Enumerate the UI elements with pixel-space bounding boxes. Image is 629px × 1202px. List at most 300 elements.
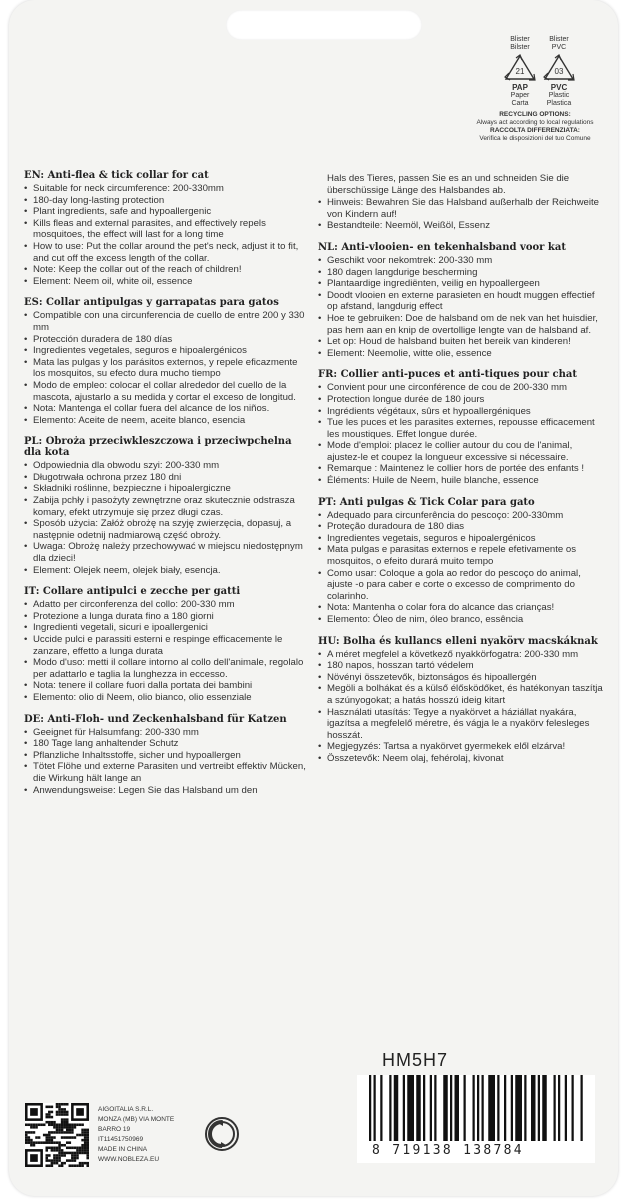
- barcode-bar: [394, 1075, 399, 1141]
- qr-module: [53, 1123, 56, 1126]
- qr-module: [76, 1149, 79, 1152]
- qr-module: [56, 1159, 59, 1162]
- qr-module: [35, 1136, 38, 1139]
- list-item: • Kills fleas and external parasites, and effectively repels mosquitoes, the effect will last for a long time: [24, 218, 312, 241]
- qr-module: [61, 1131, 64, 1134]
- model-code: HM5H7: [382, 1050, 449, 1070]
- qr-module: [56, 1141, 59, 1144]
- qr-module: [63, 1103, 66, 1106]
- list-item: • Használati utasítás: Tegye a nyakörvet a háziállat nyakára, igazítsa a megfelelő méretre, és vágja le a nyakörv felesleges hosszát.: [318, 707, 606, 742]
- qr-module: [79, 1149, 82, 1152]
- qr-module: [45, 1141, 48, 1144]
- qr-module: [48, 1123, 51, 1126]
- qr-module: [53, 1147, 56, 1150]
- qr-module: [86, 1162, 89, 1165]
- list-item: • Plantaardige ingrediënten, veilig en hypoallergeen: [318, 278, 606, 290]
- list-item: • Nota: Mantenha o colar fora do alcance das crianças!: [318, 602, 606, 614]
- qr-module: [86, 1139, 89, 1142]
- qr-module: [25, 1131, 28, 1134]
- list-item: • Mode d'emploi: placez le collier autour du cou de l'animal, ajustez-le et coupez la longueur excessive si nécessaire.: [318, 440, 606, 463]
- qr-module: [28, 1139, 31, 1142]
- list-item: • Compatible con una circunferencia de cuello de entre 200 y 330 mm: [24, 310, 312, 333]
- list-item: • Ingredienti vegetali, sicuri e ipoallergenici: [24, 622, 312, 634]
- list-item: • Éléments: Huile de Neem, huile blanche, essence: [318, 475, 606, 487]
- hang-hole: [226, 10, 422, 40]
- recycling-options-line1: Always act according to local regulations: [476, 119, 594, 126]
- qr-module: [58, 1154, 61, 1157]
- barcode-bar: [423, 1075, 425, 1141]
- qr-module: [33, 1126, 36, 1129]
- list-item: • Protección duradera de 180 días: [24, 334, 312, 346]
- barcode-bar: [380, 1075, 382, 1141]
- list-item: • Pflanzliche Inhaltsstoffe, sicher und hypoallergen: [24, 750, 312, 762]
- qr-module: [51, 1121, 54, 1124]
- qr-module: [30, 1126, 33, 1129]
- qr-module: [69, 1164, 72, 1167]
- qr-module: [38, 1141, 41, 1144]
- barcode-bar: [524, 1075, 526, 1141]
- qr-module: [71, 1126, 74, 1129]
- qr-module: [61, 1123, 64, 1126]
- section-title: HU: Bolha és kullancs elleni nyakörv macskáknak: [318, 635, 598, 647]
- qr-module: [63, 1126, 66, 1129]
- qr-module: [86, 1154, 89, 1157]
- qr-module: [45, 1121, 48, 1124]
- qr-module: [48, 1136, 51, 1139]
- section-it: [24, 586, 312, 703]
- list-item: • Bestandteile: Neemöl, Weißöl, Essenz: [318, 220, 606, 232]
- section-nl: [318, 242, 606, 359]
- list-item: • Let op: Houd de halsband buiten het bereik van kinderen!: [318, 336, 606, 348]
- list-item: • Elemento: olio di Neem, olio bianco, olio essenziale: [24, 692, 312, 704]
- recycle-paper-sub1: Paper: [510, 92, 530, 99]
- qr-module: [69, 1141, 72, 1144]
- qr-module: [58, 1126, 61, 1129]
- barcode-bar: [416, 1075, 421, 1141]
- list-item: • Mata las pulgas y los parásitos externos, y repele eficazmente los mosquitos, su efecto dura mucho tiempo: [24, 357, 312, 380]
- recycling-options: [455, 111, 615, 143]
- qr-module: [81, 1149, 84, 1152]
- list-item: • Note: Keep the collar out of the reach of children!: [24, 264, 312, 276]
- barcode-bar: [443, 1075, 448, 1141]
- qr-module: [66, 1118, 69, 1121]
- qr-module: [86, 1136, 89, 1139]
- qr-module: [63, 1152, 66, 1155]
- list-item: • 180 dagen langdurige bescherming: [318, 267, 606, 279]
- qr-module: [63, 1154, 66, 1157]
- qr-module: [48, 1159, 51, 1162]
- qr-module: [71, 1136, 74, 1139]
- qr-module: [86, 1141, 89, 1144]
- qr-module: [43, 1134, 46, 1137]
- qr-module: [76, 1157, 79, 1160]
- section-pl: [24, 436, 312, 576]
- qr-module: [28, 1141, 31, 1144]
- recycle-pvc-sub1: Plastic: [548, 92, 570, 99]
- qr-module: [45, 1154, 48, 1157]
- qr-module: [74, 1136, 77, 1139]
- qr-module: [71, 1131, 74, 1134]
- qr-module: [81, 1152, 84, 1155]
- barcode-bar: [407, 1075, 414, 1141]
- section-title: EN: Anti-flea & tick collar for cat: [24, 170, 209, 181]
- qr-module: [63, 1118, 66, 1121]
- qr-module: [71, 1152, 74, 1155]
- qr-module: [30, 1144, 33, 1147]
- qr-module: [61, 1162, 64, 1165]
- qr-module: [61, 1136, 64, 1139]
- qr-module: [51, 1106, 54, 1109]
- qr-module: [86, 1147, 89, 1150]
- qr-module: [56, 1131, 59, 1134]
- barcode-bar: [473, 1075, 475, 1141]
- qr-module: [74, 1126, 77, 1129]
- qr-module: [58, 1129, 61, 1132]
- qr-module: [58, 1111, 61, 1114]
- company-name: AIGOITALIA S.R.L.: [98, 1106, 154, 1113]
- qr-module: [74, 1157, 77, 1160]
- qr-module: [61, 1108, 64, 1111]
- qr-module: [56, 1154, 59, 1157]
- qr-module: [48, 1154, 51, 1157]
- recycle-pvc-line1: Blister: [549, 36, 569, 43]
- company-address-line1: MONZA (MB) VIA MONTE: [98, 1116, 175, 1123]
- qr-module: [30, 1141, 33, 1144]
- qr-module: [76, 1123, 79, 1126]
- list-item: • Ingredientes vegetais, seguros e hipoalergénicos: [318, 533, 606, 545]
- list-item: • Geschikt voor nekomtrek: 200-330 mm: [318, 255, 606, 267]
- list-item: • Suitable for neck circumference: 200-330mm: [24, 183, 312, 195]
- barcode-bar: [511, 1075, 513, 1141]
- qr-module: [66, 1121, 69, 1124]
- section-hu: [318, 636, 606, 765]
- qr-module: [58, 1123, 61, 1126]
- qr-module: [81, 1139, 84, 1142]
- qr-module: [76, 1152, 79, 1155]
- qr-module: [69, 1147, 72, 1150]
- list-item: • Növényi összetevők, biztonságos és hipoallergén: [318, 672, 606, 684]
- list-item: • Proteção duradoura de 180 dias: [318, 521, 606, 533]
- recycle-paper-line2: Bilster: [510, 44, 530, 51]
- qr-module: [30, 1139, 33, 1142]
- list-item: • How to use: Put the collar around the pet's neck, adjust it to fit, and cut off the excess length of the collar.: [24, 241, 312, 264]
- qr-module: [71, 1164, 74, 1167]
- barcode-bar: [558, 1075, 560, 1141]
- qr-module: [79, 1123, 82, 1126]
- barcode-bar: [581, 1075, 583, 1141]
- list-item: • Plant ingredients, safe and hypoallergenic: [24, 206, 312, 218]
- qr-module: [86, 1134, 89, 1137]
- list-item: • Anwendungsweise: Legen Sie das Halsband um den: [24, 785, 312, 797]
- list-item: • Uwaga: Obrożę należy przechowywać w miejscu niedostępnym dla dzieci!: [24, 541, 312, 564]
- right-column: [318, 173, 606, 775]
- company-info: [98, 1105, 174, 1165]
- qr-module: [63, 1144, 66, 1147]
- list-item: • Mata pulgas e parasitas externos e repele efetivamente os mosquitos, o efeito durará muito tempo: [318, 544, 606, 567]
- qr-module: [58, 1152, 61, 1155]
- qr-module: [71, 1159, 74, 1162]
- qr-module: [45, 1113, 48, 1116]
- qr-module: [38, 1136, 41, 1139]
- qr-module: [63, 1111, 66, 1114]
- qr-module: [43, 1123, 46, 1126]
- qr-module: [45, 1159, 48, 1162]
- qr-module: [58, 1159, 61, 1162]
- qr-module: [45, 1136, 48, 1139]
- list-item: • Nota: tenere il collare fuori dalla portata dei bambini: [24, 680, 312, 692]
- qr-module: [28, 1136, 31, 1139]
- qr-module: [58, 1103, 61, 1106]
- qr-module: [86, 1157, 89, 1160]
- qr-module: [84, 1134, 87, 1137]
- section-title: ES: Collar antipulgas y garrapatas para gatos: [24, 297, 279, 309]
- list-item: • Geeignet für Halsumfang: 200-330 mm: [24, 727, 312, 739]
- qr-module: [45, 1116, 48, 1119]
- list-item: • Element: Neemolie, witte olie, essence: [318, 348, 606, 360]
- qr-module: [66, 1152, 69, 1155]
- qr-module: [28, 1123, 31, 1126]
- qr-module: [71, 1123, 74, 1126]
- list-item: • Tue les puces et les parasites externes, repousse efficacement les moustiques. Effet longue durée.: [318, 417, 606, 440]
- barcode-bar: [403, 1075, 405, 1141]
- barcode-bar: [572, 1075, 574, 1141]
- qr-module: [63, 1131, 66, 1134]
- qr-module: [69, 1159, 72, 1162]
- qr-module: [35, 1141, 38, 1144]
- barcode-bar: [565, 1075, 567, 1141]
- qr-module: [45, 1106, 48, 1109]
- qr-module: [56, 1123, 59, 1126]
- qr-module: [69, 1129, 72, 1132]
- qr-module: [51, 1111, 54, 1114]
- section-title: NL: Anti-vlooien- en tekenhalsband voor kat: [318, 241, 566, 253]
- qr-module: [71, 1147, 74, 1150]
- qr-module: [58, 1144, 61, 1147]
- qr-module: [51, 1116, 54, 1119]
- barcode-bars: [357, 1075, 595, 1141]
- qr-module: [71, 1154, 74, 1157]
- qr-module: [66, 1141, 69, 1144]
- qr-module: [69, 1136, 72, 1139]
- barcode-bar: [497, 1075, 499, 1141]
- qr-module: [69, 1123, 72, 1126]
- qr-module: [56, 1106, 59, 1109]
- qr-module: [25, 1134, 28, 1137]
- qr-module: [74, 1147, 77, 1150]
- recycle-triangle-icon: [542, 54, 576, 82]
- qr-module: [51, 1159, 54, 1162]
- qr-module: [84, 1162, 87, 1165]
- recycle-paper-abbr: PAP: [512, 83, 528, 92]
- qr-module: [66, 1103, 69, 1106]
- qr-module: [84, 1147, 87, 1150]
- qr-module: [86, 1149, 89, 1152]
- qr-module: [25, 1139, 28, 1142]
- qr-module: [51, 1136, 54, 1139]
- left-column: [24, 170, 312, 806]
- list-item: • Ingredientes vegetales, seguros e hipoalergénicos: [24, 345, 312, 357]
- recycle-paper-sub2: Carta: [511, 100, 529, 107]
- barcode-number: 8 719138 138784: [372, 1143, 524, 1158]
- list-item: • Como usar: Coloque a gola ao redor do pescoço do animal, ajuste -o para caber e corte o excesso de comprimento do colarinho.: [318, 568, 606, 603]
- qr-module: [56, 1157, 59, 1160]
- qr-module: [79, 1147, 82, 1150]
- list-item: • 180 napos, hosszan tartó védelem: [318, 660, 606, 672]
- qr-module: [81, 1131, 84, 1134]
- qr-module: [48, 1131, 51, 1134]
- qr-module: [61, 1152, 64, 1155]
- list-item: • Długotrwała ochrona przez 180 dni: [24, 472, 312, 484]
- company-origin: MADE IN CHINA: [98, 1146, 148, 1153]
- qr-module: [53, 1162, 56, 1165]
- qr-module: [84, 1139, 87, 1142]
- qr-module: [86, 1131, 89, 1134]
- qr-module: [53, 1131, 56, 1134]
- qr-module: [61, 1129, 64, 1132]
- qr-module: [58, 1147, 61, 1150]
- qr-module: [76, 1134, 79, 1137]
- qr-module: [61, 1118, 64, 1121]
- qr-module: [53, 1159, 56, 1162]
- recycle-paper-line1: Blister: [510, 36, 530, 43]
- qr-module: [81, 1164, 84, 1167]
- section-title: DE: Anti-Floh- und Zeckenhalsband für Katzen: [24, 713, 287, 725]
- qr-module: [56, 1113, 59, 1116]
- list-item: • Zabija pchły i pasożyty zewnętrzne oraz skutecznie odstrasza komary, efekt utrzymuje się przez długi czas.: [24, 495, 312, 518]
- qr-module: [63, 1108, 66, 1111]
- barcode-bar: [542, 1075, 547, 1141]
- list-item: • Modo de empleo: colocar el collar alrededor del cuello de la mascota, ajustarlo a su medida y cortar el exceso de longitud.: [24, 380, 312, 403]
- list-item: • Adatto per circonferenza del collo: 200-330 mm: [24, 599, 312, 611]
- qr-module: [43, 1141, 46, 1144]
- qr-module: [38, 1123, 41, 1126]
- qr-module: [51, 1162, 54, 1165]
- list-item: • Convient pour une circonférence de cou de 200-330 mm: [318, 382, 606, 394]
- qr-module: [84, 1141, 87, 1144]
- list-item: • A méret megfelel a következő nyakkörfogatra: 200-330 mm: [318, 649, 606, 661]
- qr-module: [61, 1103, 64, 1106]
- list-item: • Uccide pulci e parassiti esterni e respinge efficacemente le zanzare, effetto a lunga durata: [24, 634, 312, 657]
- qr-module: [61, 1111, 64, 1114]
- qr-module: [30, 1154, 38, 1162]
- qr-module: [48, 1113, 51, 1116]
- list-item: • Elemento: Aceite de neem, aceite blanco, esencia: [24, 415, 312, 427]
- qr-module: [74, 1152, 77, 1155]
- barcode-bar: [531, 1075, 536, 1141]
- qr-module: [61, 1113, 64, 1116]
- company-vat: IT11451750969: [98, 1136, 144, 1143]
- qr-code-icon: [25, 1103, 89, 1167]
- qr-module: [56, 1147, 59, 1150]
- recycle-pvc-sub2: Plastica: [546, 100, 572, 107]
- qr-module: [45, 1139, 48, 1142]
- qr-module: [63, 1123, 66, 1126]
- qr-module: [33, 1131, 36, 1134]
- qr-module: [58, 1141, 61, 1144]
- qr-module: [53, 1141, 56, 1144]
- qr-module: [35, 1123, 38, 1126]
- qr-module: [48, 1121, 51, 1124]
- section-de: [24, 714, 312, 797]
- list-item: • Megöli a bolhákat és a külső élősködőket, és hatékonyan taszítja a szúnyogokat; a hatás hosszú ideig kitart: [318, 683, 606, 706]
- recycling-options-title2: RACCOLTA DIFFERENZIATA:: [490, 127, 580, 134]
- qr-module: [56, 1103, 59, 1106]
- qr-module: [53, 1126, 56, 1129]
- qr-module: [61, 1154, 64, 1157]
- qr-module: [81, 1144, 84, 1147]
- list-item: • Protection longue durée de 180 jours: [318, 394, 606, 406]
- qr-module: [69, 1131, 72, 1134]
- qr-module: [33, 1144, 36, 1147]
- section-title: FR: Collier anti-puces et anti-tiques pour chat: [318, 369, 577, 381]
- recycle-pvc-abbr: PVC: [550, 83, 568, 92]
- list-item: • Element: Olejek neem, olejek biały, esencja.: [24, 565, 312, 577]
- section-pt: [318, 497, 606, 626]
- qr-module: [51, 1164, 54, 1167]
- qr-module: [53, 1121, 56, 1124]
- qr-module: [81, 1147, 84, 1150]
- list-item: • Megjegyzés: Tartsa a nyakörvet gyermekek elől elzárva!: [318, 741, 606, 753]
- list-item: • Hinweis: Bewahren Sie das Halsband außerhalb der Reichweite von Kindern auf!: [318, 197, 606, 220]
- qr-module: [40, 1141, 43, 1144]
- qr-module: [58, 1106, 61, 1109]
- qr-module: [79, 1152, 82, 1155]
- barcode-bar: [455, 1075, 460, 1141]
- qr-module: [81, 1123, 84, 1126]
- qr-module: [86, 1164, 89, 1167]
- qr-module: [66, 1126, 69, 1129]
- qr-module: [84, 1152, 87, 1155]
- qr-module: [48, 1134, 51, 1137]
- barcode-bar: [538, 1075, 540, 1141]
- list-item: • Protezione a lunga durata fino a 180 giorni: [24, 611, 312, 623]
- qr-module: [58, 1164, 61, 1167]
- qr-module: [45, 1134, 48, 1137]
- qr-module: [25, 1141, 28, 1144]
- qr-module: [48, 1111, 51, 1114]
- qr-module: [56, 1129, 59, 1132]
- qr-module: [56, 1126, 59, 1129]
- barcode-bar: [369, 1075, 371, 1141]
- qr-module: [84, 1136, 87, 1139]
- section-fr: [318, 369, 606, 486]
- qr-module: [74, 1159, 77, 1162]
- qr-module: [79, 1162, 82, 1165]
- qr-module: [66, 1159, 69, 1162]
- qr-module: [63, 1136, 66, 1139]
- qr-module: [71, 1129, 74, 1132]
- qr-module: [56, 1162, 59, 1165]
- qr-module: [51, 1131, 54, 1134]
- section-title: PL: Obroża przeciwkleszczowa i przeciwpchelna dla kota: [24, 436, 292, 459]
- list-item: • Element: Neem oil, white oil, essence: [24, 276, 312, 288]
- recycle-pvc-code: 03: [554, 67, 564, 76]
- qr-module: [25, 1123, 28, 1126]
- qr-module: [66, 1111, 69, 1114]
- qr-module: [58, 1157, 61, 1160]
- qr-module: [48, 1116, 51, 1119]
- qr-module: [74, 1154, 77, 1157]
- qr-module: [51, 1147, 54, 1150]
- qr-module: [66, 1136, 69, 1139]
- qr-module: [76, 1154, 79, 1157]
- qr-module: [51, 1149, 54, 1152]
- list-item: • Modo d'uso: metti il collare intorno al collo dell'animale, regolalo per adattarlo e taglia la lunghezza in eccesso.: [24, 657, 312, 680]
- qr-module: [45, 1147, 48, 1150]
- qr-module: [66, 1147, 69, 1150]
- qr-module: [84, 1131, 87, 1134]
- qr-module: [48, 1164, 51, 1167]
